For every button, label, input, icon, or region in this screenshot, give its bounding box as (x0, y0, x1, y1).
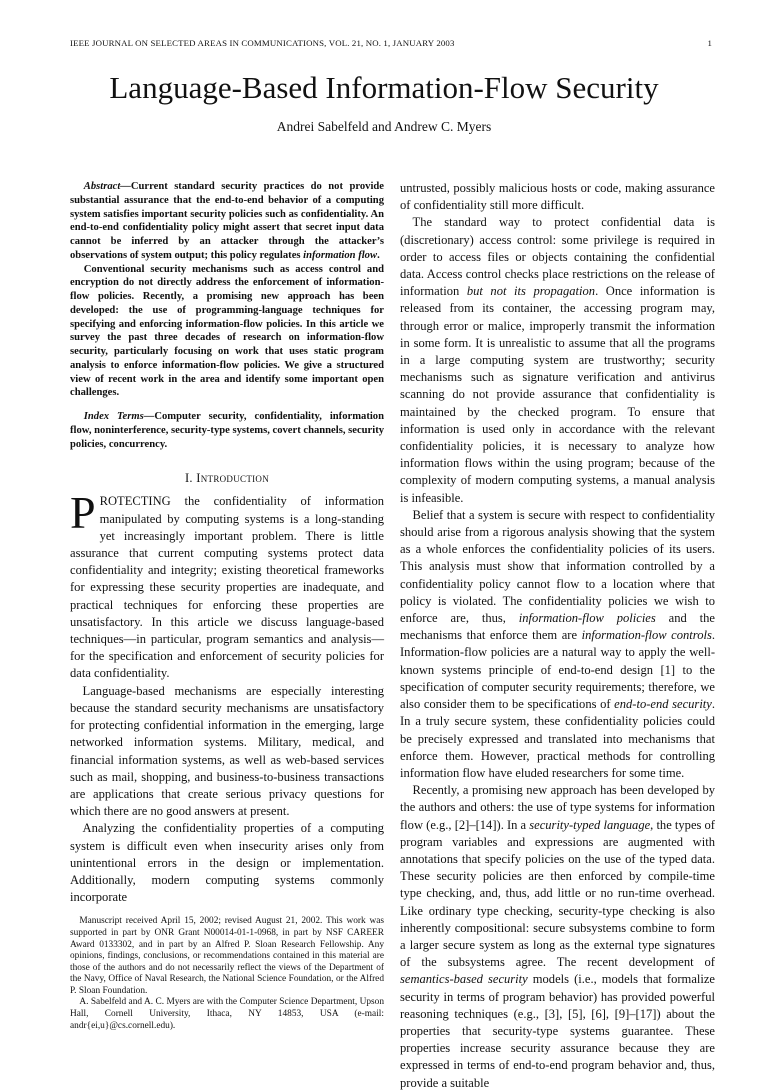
right-p2-c: . Information-flow policies are a natural way to apply the well-known systems principle of end-to-end design [1] to the specification of computer security requirements; therefore, we also consider them to be specifications of (400, 628, 715, 712)
index-terms-text: Computer security, confidentiality, information flow, noninterference, security-type systems, covert channels, security policies, concurrency. (70, 411, 385, 450)
right-p1-a: The standard way to protect confidential data is (discretionary) access control: some privilege is required in order to access files or objects containing the confidential data. Access control checks place restrictions on the release of information (400, 215, 715, 299)
section-heading: I. Introduction (184, 471, 270, 486)
right-p3-b: , the types of program variables and expressions are augmented with annotations that specify policies on the use of the typed data. These security policies are then enforced by compile-time type checking, and, thus, add little or no run-time overhead. Like ordinary type checking, security-type checking is also inherently compositional: secure subsystems combine to form a larger secure system as long as the external type signatures of the subsystems agree. The recent development of (400, 817, 715, 970)
right-paragraph-1 (400, 214, 715, 506)
footnote-affiliation: A. Sabelfeld and A. C. Myers are with the Computer Science Department, Upson Hall, Cornell University, Ithaca, NY 14853, USA (e-mail: andr{ei,u}@cs.cornell.edu). (70, 997, 384, 1031)
right-p2-em2: information-flow controls (581, 628, 712, 643)
page-number: 1 (707, 38, 712, 48)
right-p2-em1: information-flow policies (518, 611, 656, 626)
right-p2-a: Belief that a system is secure with respect to confidentiality should arise from a rigorous analysis showing that the system as a whole enforces the confidentiality policies of its users. This analysis must show that information controlled by a confidentiality policy cannot flow to a location where that policy is violated. The confidentiality policies we wish to enforce are, thus, (400, 507, 715, 626)
abstract-paragraph-2: Conventional security mechanisms such as access control and encryption do not directly address the enforcement of information-flow policies. Recently, a promising new approach has been developed: the use of programming-language techniques for specifying and enforcing information-flow policies. In this article we survey the past three decades of research on information-flow security, particularly focusing on work that uses static program analysis to enforce information-flow policies. We give a structured view of recent work in the area and identify some important open challenges. (70, 263, 384, 399)
index-terms-label: Index Terms— (83, 411, 155, 422)
intro-paragraph-1-text: ROTECTING the confidentiality of information manipulated by computing systems is a long-standing yet increasingly important problem. There is little assurance that current computing systems protect data confidentiality and integrity; existing theoretical frameworks for expressing these security properties are inadequate, and practical techniques for enforcing these properties are unsatisfactory. In this article we discuss language-based techniques—in particular, program semantics and analysis—for the specification and enforcement of security policies for data confidentiality. (70, 494, 384, 681)
abstract-label: Abstract— (83, 181, 131, 192)
drop-cap: P (70, 487, 96, 539)
right-p2-d: . In a truly secure system, these confidentiality policies could be precisely expressed and translated into mechanisms that enforce them. However, practical methods for controlling information flow have eluded researchers for some time. (400, 697, 715, 780)
right-p3-em1: security-typed language (529, 817, 651, 832)
paper-authors: Andrei Sabelfeld and Andrew C. Myers (276, 119, 492, 134)
running-header (70, 38, 712, 48)
intro-paragraph-1 (70, 487, 384, 682)
right-paragraph-2 (400, 507, 715, 782)
footnote (70, 916, 384, 1032)
paper-title: Language-Based Information-Flow Security (109, 70, 659, 105)
right-p2-em3: end-to-end security (614, 697, 712, 712)
right-p3-a: Recently, a promising new approach has been developed by the authors and others: the use of type systems for information flow (e.g., [2]–[14]). In a (400, 783, 715, 832)
right-p3-em2: semantics-based security (400, 972, 528, 987)
right-p2-b: and the mechanisms that enforce them are (400, 611, 715, 643)
right-p3-c: models (i.e., models that formalize security in terms of program behavior) has provided powerful reasoning techniques (e.g., [3], [5], [6], [9]–[17]) about the properties that security-type systems guarantee. These properties increase security assurance because they are expressed in terms of end-to-end program behavior and, thus, provide a suitable (400, 972, 715, 1090)
abstract (70, 180, 384, 400)
intro-paragraph-3: Analyzing the confidentiality properties of a computing system is difficult even when insecurity arises only from unintentional errors in the design or implementation. Additionally, modern computing systems commonly incorporate (70, 821, 384, 905)
abstract-text-1a: Current standard security practices do not provide substantial assurance that the end-to-end behavior of a computing system satisfies important security policies such as confidentiality. An end-to-end confidentiality policy might assert that secret input data cannot be inferred by an attacker through the attacker’s observations of system output; this policy regulates (70, 181, 384, 261)
abstract-paragraph-1 (70, 180, 384, 263)
right-paragraph-3 (400, 782, 715, 1092)
abstract-emphasis: information flow (303, 249, 378, 261)
right-p1-b: . Once information is released from its container, the accessing program may, through error or malice, improperly transmit the information in some form. It is unrealistic to assume that all the programs in a large computing system are trustworthy; security mechanisms such as signature verification and antivirus scanning do not provide assurance that confidentiality is maintained by the checked program. To ensure that information is used only in accordance with the relevant confidentiality policies, it is necessary to analyze how information flows within the using program; because of the complexity of modern computing systems, a manual analysis is infeasible. (400, 284, 716, 505)
right-p1-em: but not its propagation (466, 284, 596, 299)
right-column (400, 180, 715, 1092)
left-column (70, 180, 384, 1032)
index-terms (70, 410, 384, 451)
abstract-text-1b: . (377, 249, 380, 261)
footnote-manuscript: Manuscript received April 15, 2002; revised August 21, 2002. This work was supported in part by ONR Grant N00014-01-1-0968, in part by NSF CAREER Award 0133302, and in part by an Alfred P. Sloan Research Fellowship. Any opinions, findings, conclusions, or recommendations contained in this material are those of the authors and do not necessarily reflect the views of the Department of the Navy, Office of Naval Research, the National Science Foundation, or the Alfred P. Sloan Foundation. (70, 916, 384, 996)
right-paragraph-0: untrusted, possibly malicious hosts or code, making assurance of confidentiality still more difficult. (400, 181, 715, 213)
journal-info: IEEE JOURNAL ON SELECTED AREAS IN COMMUNICATIONS, VOL. 21, NO. 1, JANUARY 2003 (70, 38, 455, 48)
intro-paragraph-2: Language-based mechanisms are especially interesting because the standard security mechanisms are unsatisfactory for protecting confidential information in the emerging, large networked information systems. Military, medical, and financial information systems, as well as web-based services such as mail, shopping, and business-to-business transactions are applications that create serious privacy questions for which there are no good answers at present. (70, 683, 384, 819)
